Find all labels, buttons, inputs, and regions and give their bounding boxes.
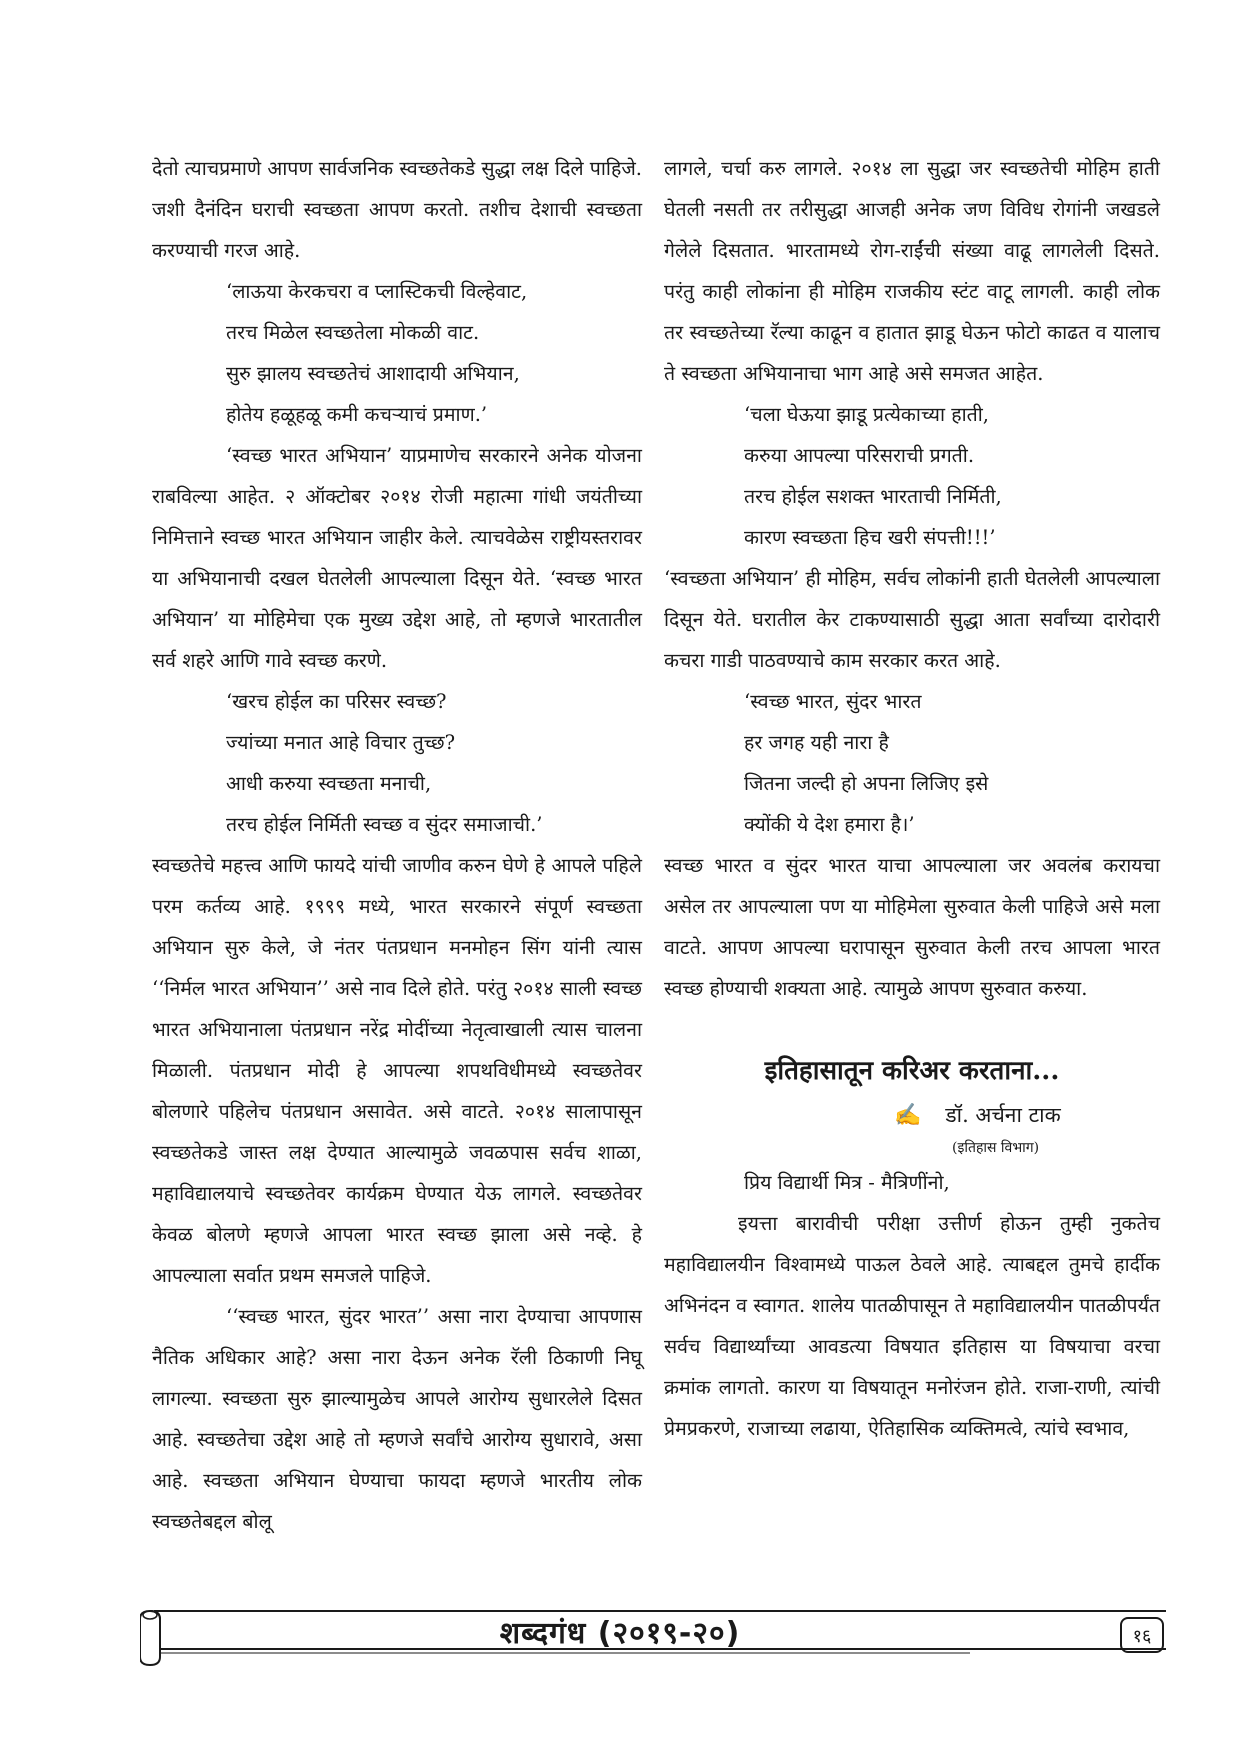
pen-icon: ✍	[894, 1103, 922, 1128]
verse-line: होतेय हळूहळू कमी कचऱ्याचं प्रमाण.’	[226, 403, 488, 426]
right-paragraph-1: लागले, चर्चा करु लागले. २०१४ ला सुद्धा जर स्वच्छतेची मोहिम हाती घेतली नसती तर तरीसुद्धा आजही अनेक जण विविध रोगांनी जखडले गेलेले दिसतात. भारतामध्ये रोग-राईंची संख्या वाढू लागलेली दिसते. परंतु काही लोकांना ही मोहिम राजकीय स्टंट वाटू लागली. काही लोक तर स्वच्छतेच्या रॅल्या काढून व हातात झाडू घेऊन फोटो काढत व यालाच ते स्वच्छता अभियानाचा भाग आहे असे समजत आहेत.	[664, 157, 1160, 385]
verse-line: जितना जल्दी हो अपना लिजिए इसे	[744, 772, 989, 795]
footer-title: शब्दगंध (२०१९-२०)	[499, 1616, 741, 1651]
verse-line: तरच होईल निर्मिती स्वच्छ व सुंदर समाजाची.’	[226, 813, 543, 836]
verse-line: ‘स्वच्छ भारत, सुंदर भारत	[744, 690, 922, 713]
verse-line: ज्यांच्या मनात आहे विचार तुच्छ?	[226, 731, 456, 754]
salutation: प्रिय विद्यार्थी मित्र - मैत्रिणींनो,	[744, 1171, 950, 1194]
right-column	[664, 148, 1160, 1449]
article-title: इतिहासातून करिअर करताना...	[764, 1056, 1060, 1086]
verse-line: तरच मिळेल स्वच्छतेला मोकळी वाट.	[226, 321, 480, 344]
verse-line: क्योंकी ये देश हमारा है।’	[744, 813, 915, 836]
author-department: (इतिहास विभाग)	[952, 1140, 1040, 1156]
page-footer	[140, 1605, 1170, 1663]
verse-line: सुरु झालय स्वच्छतेचं आशादायी अभियान,	[226, 362, 520, 385]
author-line	[664, 1097, 1160, 1134]
verse-line: करुया आपल्या परिसराची प्रगती.	[744, 444, 975, 467]
article-paragraph-1: इयत्ता बारावीची परीक्षा उत्तीर्ण होऊन तुम्ही नुकतेच महाविद्यालयीन विश्वामध्ये पाऊल ठेवले आहे. त्याबद्दल तुमचे हार्दीक अभिनंदन व स्वागत. शालेय पातळीपासून ते महाविद्यालयीन पातळीपर्यंत सर्वच विद्यार्थ्यांच्या आवडत्या विषयात इतिहास या विषयाचा वरचा क्रमांक लागतो. कारण या विषयातून मनोरंजन होते. राजा-राणी, त्यांची प्रेमप्रकरणे, राजाच्या लढाया, ऐतिहासिक व्यक्तिमत्वे, त्यांचे स्वभाव,	[664, 1212, 1160, 1440]
page-number: १६	[1120, 1617, 1164, 1653]
verse-line: ‘चला घेऊया झाडू प्रत्येकाच्या हाती,	[744, 403, 990, 426]
verse-line: हर जगह यही नारा है	[744, 731, 889, 754]
verse-line: ‘खरच होईल का परिसर स्वच्छ?	[226, 690, 447, 713]
left-paragraph-1: देतो त्याचप्रमाणे आपण सार्वजनिक स्वच्छतेकडे सुद्धा लक्ष दिले पाहिजे. जशी दैनंदिन घराची स्वच्छता आपण करतो. तशीच देशाची स्वच्छता करण्याची गरज आहे.	[152, 157, 642, 262]
right-verse-2	[664, 681, 1160, 845]
verse-line: आधी करुया स्वच्छता मनाची,	[226, 772, 432, 795]
right-verse-1	[664, 394, 1160, 558]
verse-line: कारण स्वच्छता हिच खरी संपत्ती!!!’	[744, 526, 996, 549]
left-verse-2	[152, 681, 642, 845]
left-paragraph-2: ‘स्वच्छ भारत अभियान’ याप्रमाणेच सरकारने अनेक योजना राबविल्या आहेत. २ ऑक्टोबर २०१४ रोजी महात्मा गांधी जयंतीच्या निमित्ताने स्वच्छ भारत अभियान जाहीर केले. त्याचवेळेस राष्ट्रीयस्तरावर या अभियानाची दखल घेतलेली आपल्याला दिसून येते. ‘स्वच्छ भारत अभियान’ या मोहिमेचा एक मुख्य उद्देश आहे, तो म्हणजे भारतातील सर्व शहरे आणि गावे स्वच्छ करणे.	[152, 444, 642, 672]
right-paragraph-2: ‘स्वच्छता अभियान’ ही मोहिम, सर्वच लोकांनी हाती घेतलेली आपल्याला दिसून येते. घरातील केर टाकण्यासाठी सुद्धा आता सर्वांच्या दारोदारी कचरा गाडी पाठवण्याचे काम सरकार करत आहे.	[664, 567, 1160, 672]
left-paragraph-4: ‘‘स्वच्छ भारत, सुंदर भारत’’ असा नारा देण्याचा आपणास नैतिक अधिकार आहे? असा नारा देऊन अनेक रॅली ठिकाणी निघू लागल्या. स्वच्छता सुरु झाल्यामुळेच आपले आरोग्य सुधारलेले दिसत आहे. स्वच्छतेचा उद्देश आहे तो म्हणजे सर्वांचे आरोग्य सुधारावे, असा आहे. स्वच्छता अभियान घेण्याचा फायदा म्हणजे भारतीय लोक स्वच्छतेबद्दल बोलू	[152, 1305, 642, 1533]
left-paragraph-3: स्वच्छतेचे महत्त्व आणि फायदे यांची जाणीव करुन घेणे हे आपले पहिले परम कर्तव्य आहे. १९९९ मध्ये, भारत सरकारने संपूर्ण स्वच्छता अभियान सुरु केले, जे नंतर पंतप्रधान मनमोहन सिंग यांनी त्यास ‘‘निर्मल भारत अभियान’’ असे नाव दिले होते. परंतु २०१४ साली स्वच्छ भारत अभियानाला पंतप्रधान नरेंद्र मोदींच्या नेतृत्वाखाली त्यास चालना मिळाली. पंतप्रधान मोदी हे आपल्या शपथविधीमध्ये स्वच्छतेवर बोलणारे पहिलेच पंतप्रधान असावेत. असे वाटते. २०१४ सालापासून स्वच्छतेकडे जास्त लक्ष देण्यात आल्यामुळे जवळपास सर्वच शाळा, महाविद्यालयाचे स्वच्छतेवर कार्यक्रम घेण्यात येऊ लागले. स्वच्छतेवर केवळ बोलणे म्हणजे आपला भारत स्वच्छ झाला असे नव्हे. हे आपल्याला सर्वात प्रथम समजले पाहिजे.	[152, 854, 642, 1287]
verse-line: तरच होईल सशक्त भारताची निर्मिती,	[744, 485, 1002, 508]
left-column	[152, 148, 642, 1542]
right-paragraph-3: स्वच्छ भारत व सुंदर भारत याचा आपल्याला जर अवलंब करायचा असेल तर आपल्याला पण या मोहिमेला सुरुवात केली पाहिजे असे मला वाटते. आपण आपल्या घरापासून सुरुवात केली तरच आपला भारत स्वच्छ होण्याची शक्यता आहे. त्यामुळे आपण सुरुवात करुया.	[664, 854, 1160, 1000]
left-verse-1	[152, 271, 642, 435]
author-name: डॉ. अर्चना टाक	[945, 1103, 1061, 1127]
verse-line: ‘लाऊया केरकचरा व प्लास्टिकची विल्हेवाट,	[226, 280, 528, 303]
